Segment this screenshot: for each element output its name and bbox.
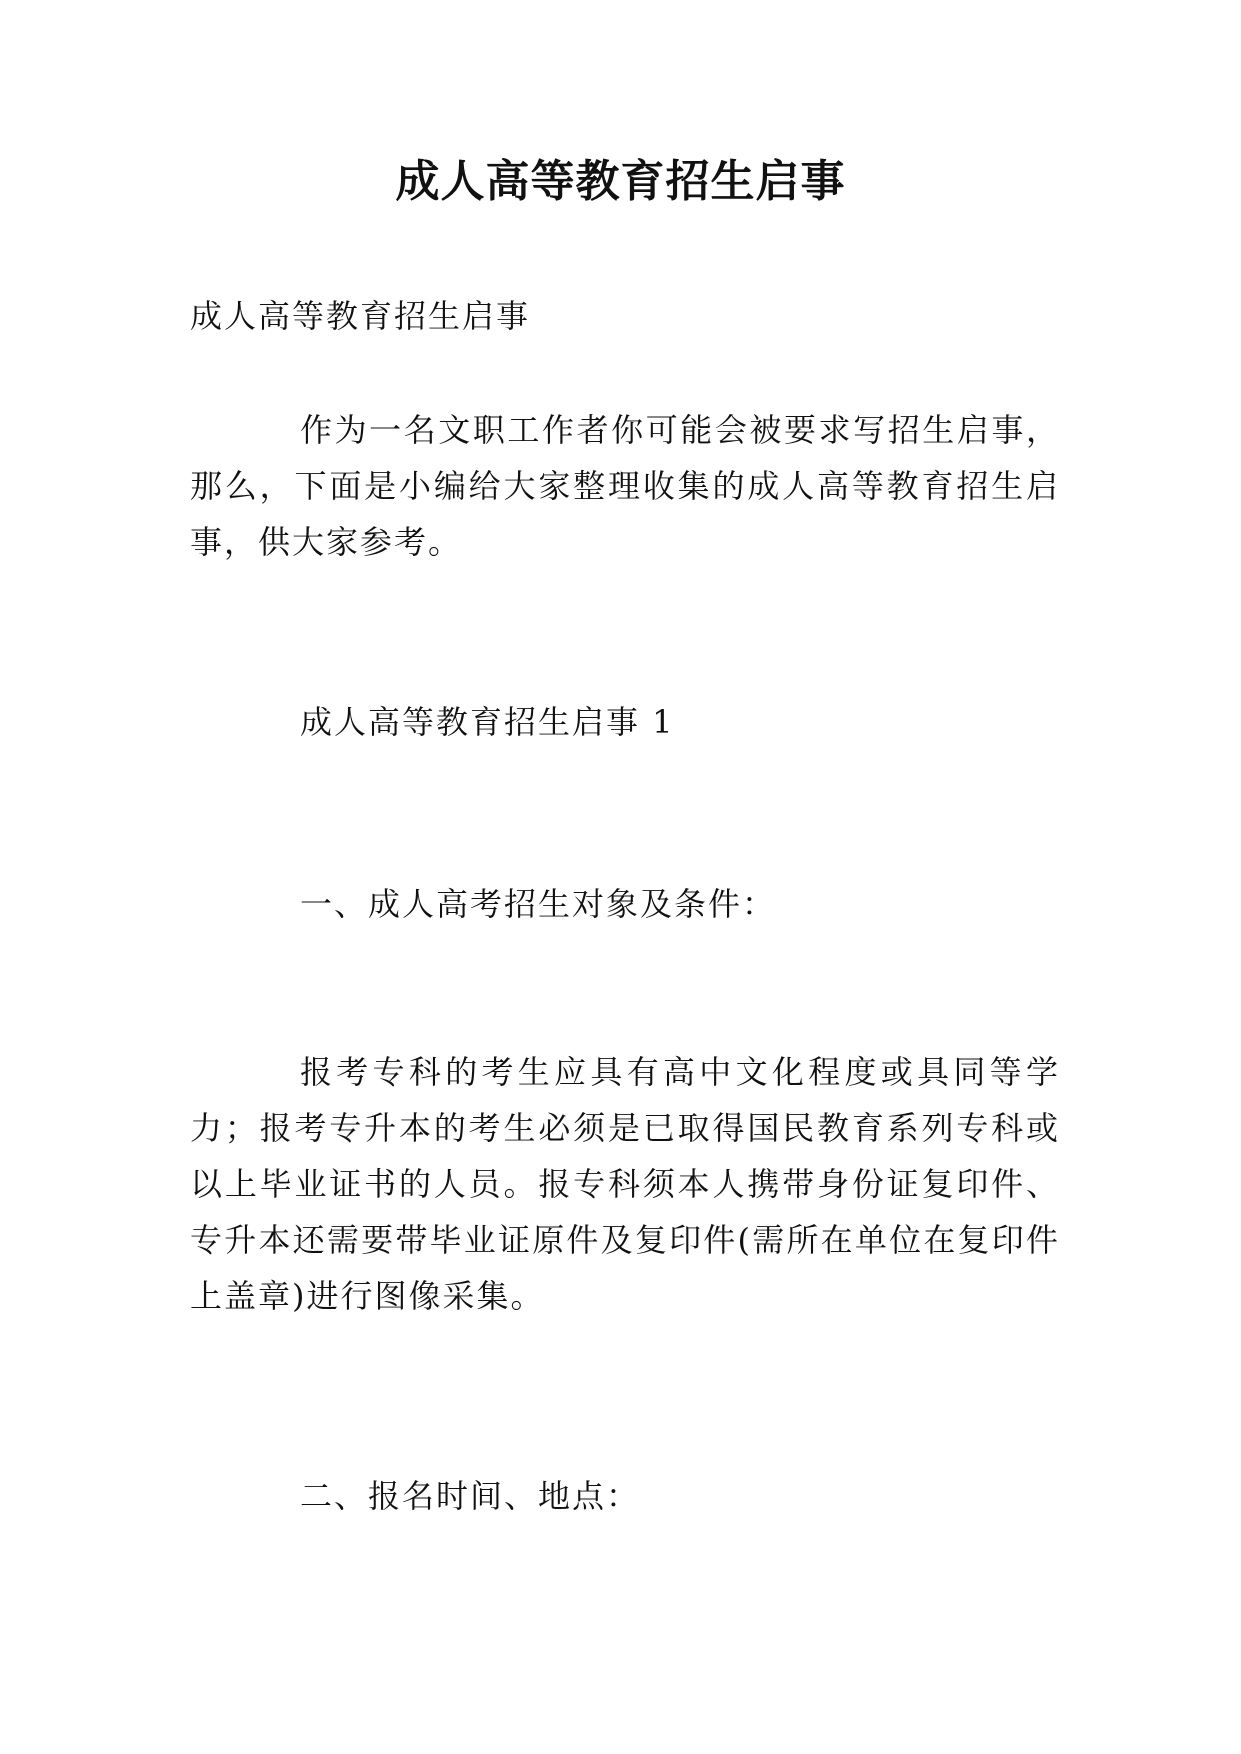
notice-heading-1: 成人高等教育招生启事 1 [300, 703, 675, 741]
section-1-title: 一、成人高考招生对象及条件： [300, 885, 777, 923]
intro-paragraph: 作为一名文职工作者你可能会被要求写招生启事，那么，下面是小编给大家整理收集的成人高等教育招生启事，供大家参考。 [190, 411, 1060, 561]
document-subtitle: 成人高等教育招生启事 [190, 297, 531, 335]
document-title: 成人高等教育招生启事 [395, 156, 846, 207]
section-1-body: 报考专科的考生应具有高中文化程度或具同等学力；报考专升本的考生必须是已取得国民教育系列专科或以上毕业证书的人员。报专科须本人携带身份证复印件、专升本还需要带毕业证原件及复印件(需所在单位在复印件上盖章)进行图像采集。 [190, 1053, 1060, 1315]
section-2-title: 二、报名时间、地点： [300, 1477, 641, 1515]
